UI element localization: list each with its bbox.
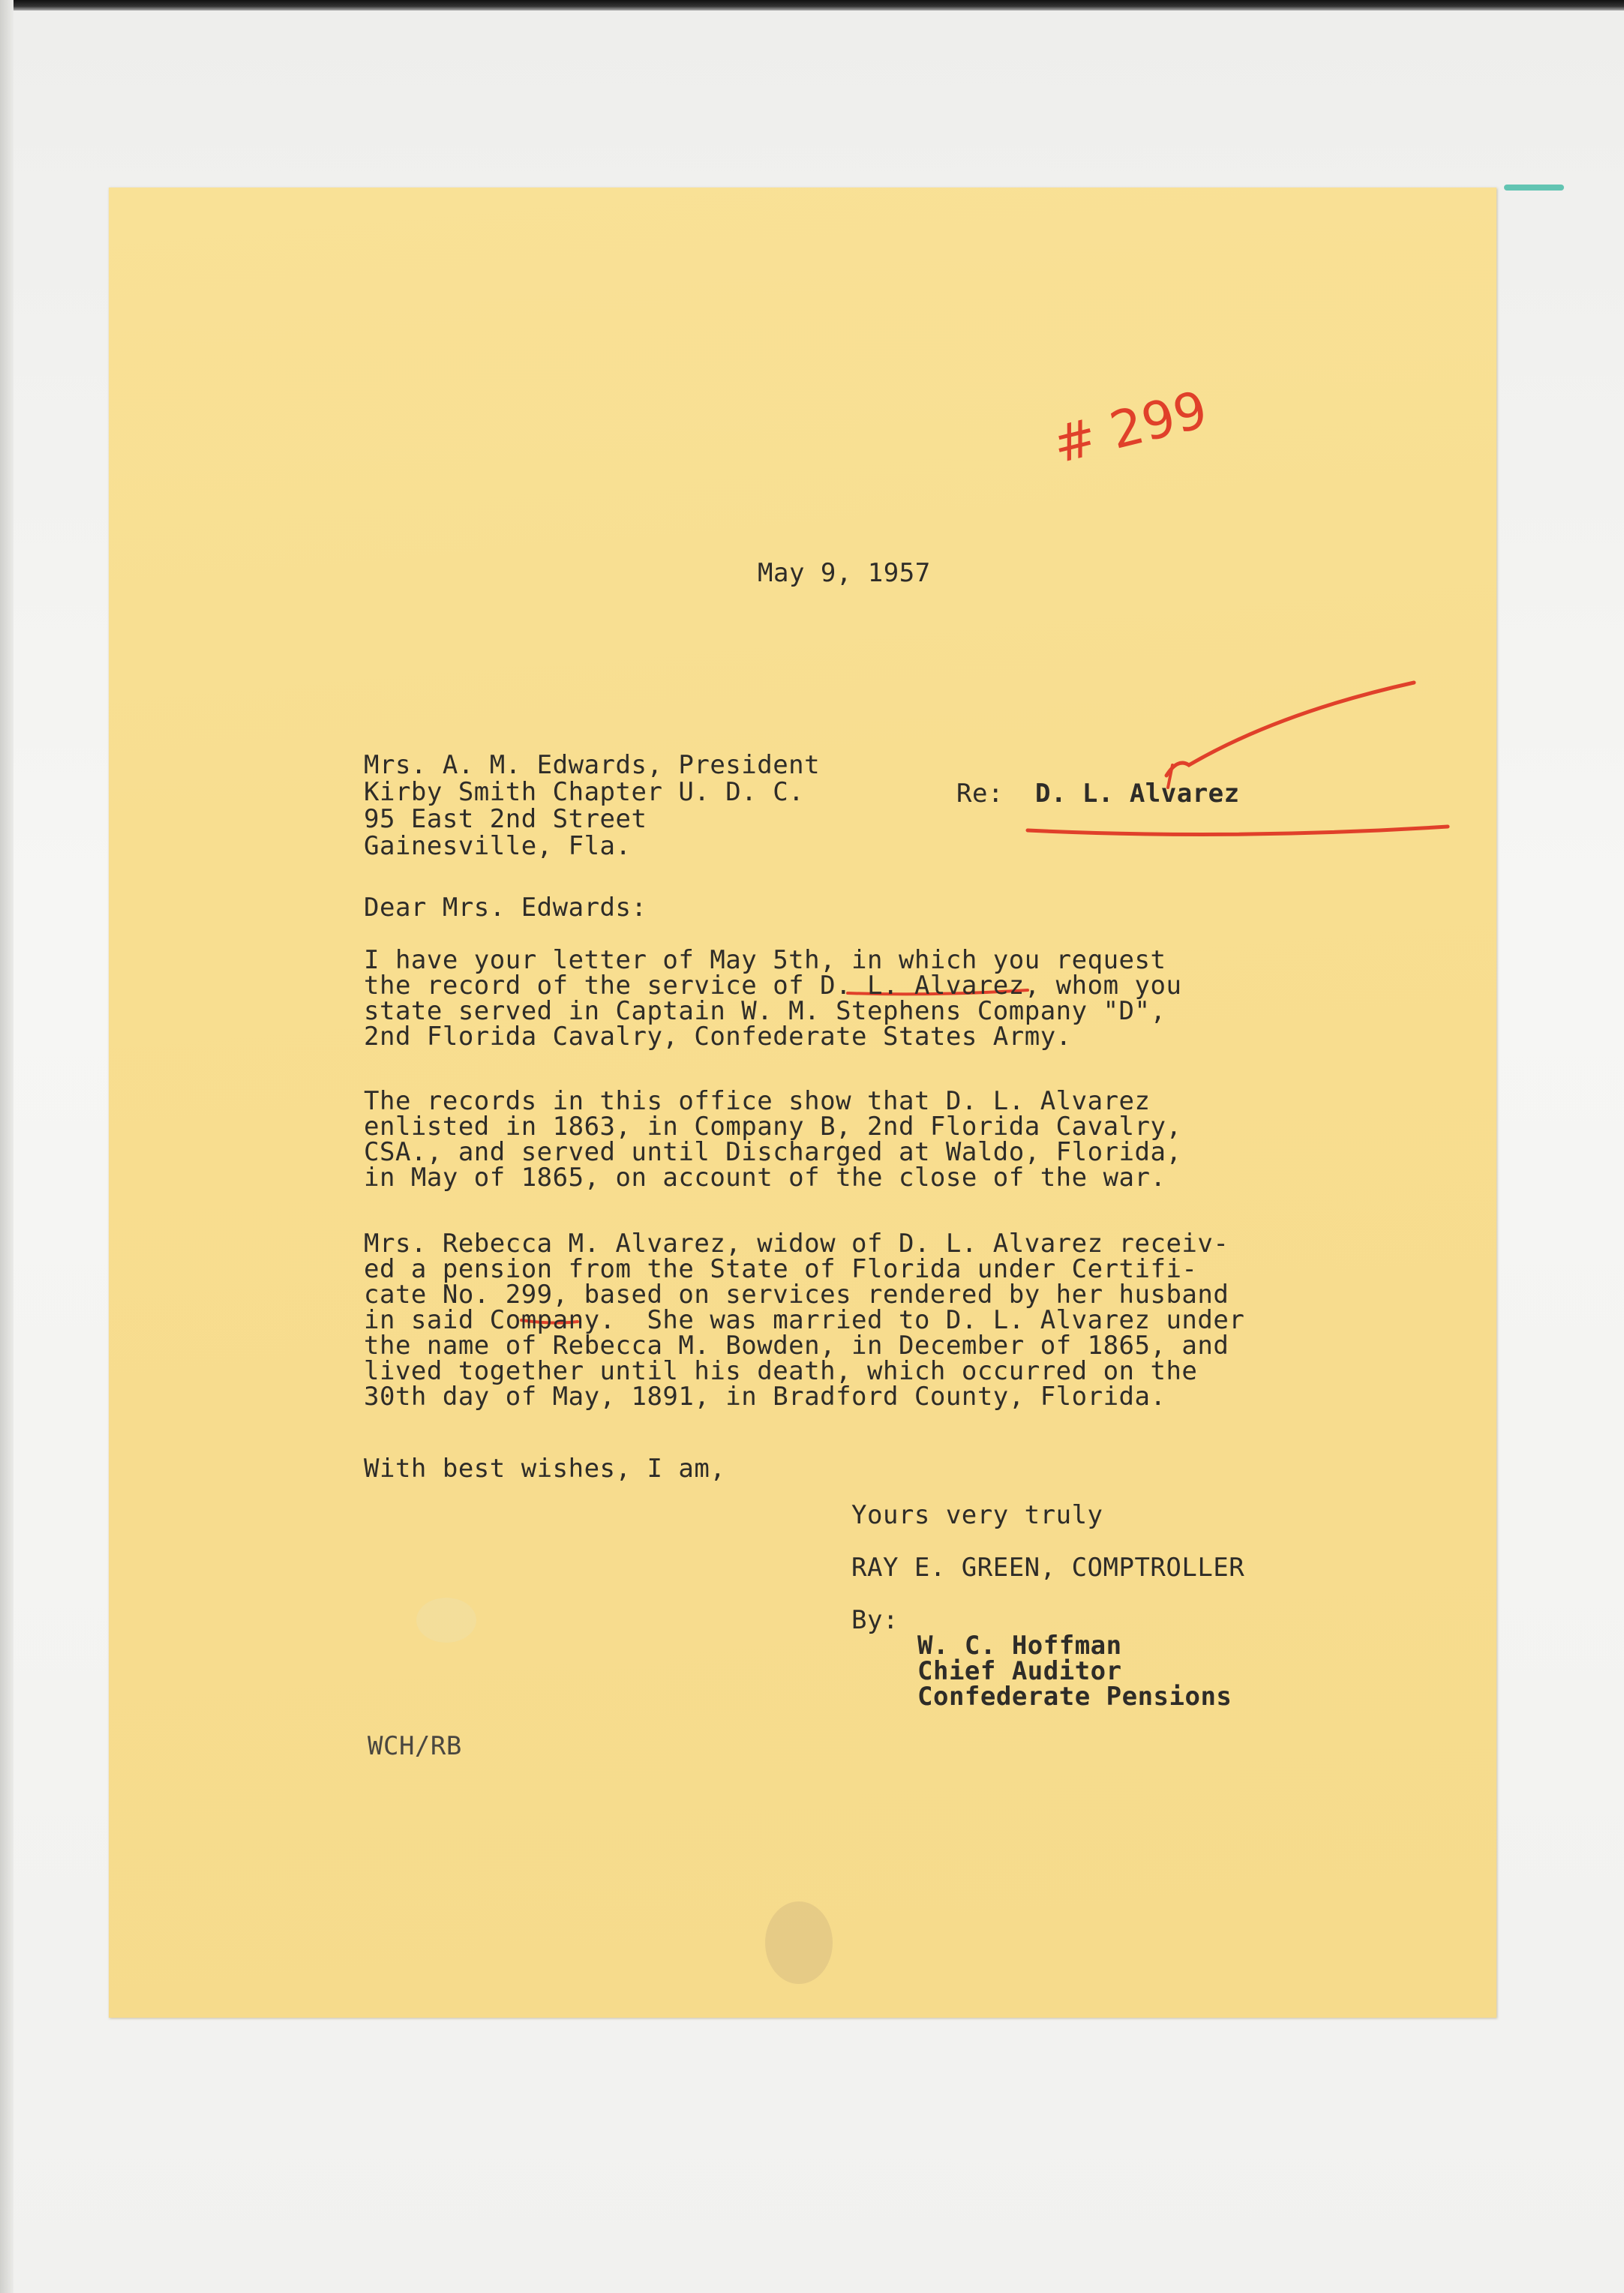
body-line: in May of 1865, on account of the close of the war. [364,1163,1166,1193]
body-line: Mrs. Rebecca M. Alvarez, widow of D. L. Alvarez receiv- [364,1229,1229,1259]
body-line: cate No. 299, based on services rendered by her husband [364,1280,1229,1310]
smudge [765,1901,833,1984]
scanner-top-edge [0,0,1624,11]
body-line: state served in Captain W. M. Stephens Company "D", [364,996,1166,1026]
smudge [416,1598,476,1643]
signer-name: W. C. Hoffman [917,1631,1122,1661]
recipient-line: Mrs. A. M. Edwards, President [364,750,821,780]
body-line: 2nd Florida Cavalry, Confederate States Army. [364,1022,1072,1052]
re-value: D. L. Alvarez [1035,779,1240,809]
check-mark [1166,683,1414,776]
body-line: in said Company. She was married to D. L. Alvarez under [364,1305,1245,1335]
body-line: the record of the service of D. L. Alvarez, whom you [364,971,1182,1001]
salutation: Dear Mrs. Edwards: [364,893,647,923]
body-line: The records in this office show that D. L. Alvarez [364,1086,1151,1116]
signer-title: Chief Auditor [917,1656,1122,1686]
body-line: ed a pension from the State of Florida under Certifi- [364,1254,1198,1284]
teal-tab-mark [1504,185,1564,191]
re-label: Re: [956,779,1004,809]
body-line: enlisted in 1863, in Company B, 2nd Florida Cavalry, [364,1112,1182,1142]
office-name: RAY E. GREEN, COMPTROLLER [851,1553,1245,1583]
body-line: I have your letter of May 5th, in which you request [364,945,1166,975]
recipient-line: Kirby Smith Chapter U. D. C. [364,777,805,807]
recipient-line: Gainesville, Fla. [364,831,632,861]
letter-date: May 9, 1957 [758,558,931,588]
re-underline [1028,827,1448,834]
body-line: 30th day of May, 1891, in Bradford County, Florida. [364,1382,1166,1412]
body-line: the name of Rebecca M. Bowden, in December of 1865, and [364,1331,1229,1361]
by-label: By: [851,1605,899,1635]
body-line: lived together until his death, which occurred on the [364,1356,1198,1386]
letter-paper [109,188,1496,2018]
handwritten-file-number: # 299 [1046,380,1214,476]
recipient-line: 95 East 2nd Street [364,804,647,834]
closing-line: With best wishes, I am, [364,1454,726,1484]
scanner-left-edge [0,0,14,2293]
complimentary-close: Yours very truly [851,1500,1103,1530]
signer-department: Confederate Pensions [917,1682,1232,1712]
reference-initials: WCH/RB [368,1731,462,1761]
body-line: CSA., and served until Discharged at Waldo, Florida, [364,1137,1182,1167]
